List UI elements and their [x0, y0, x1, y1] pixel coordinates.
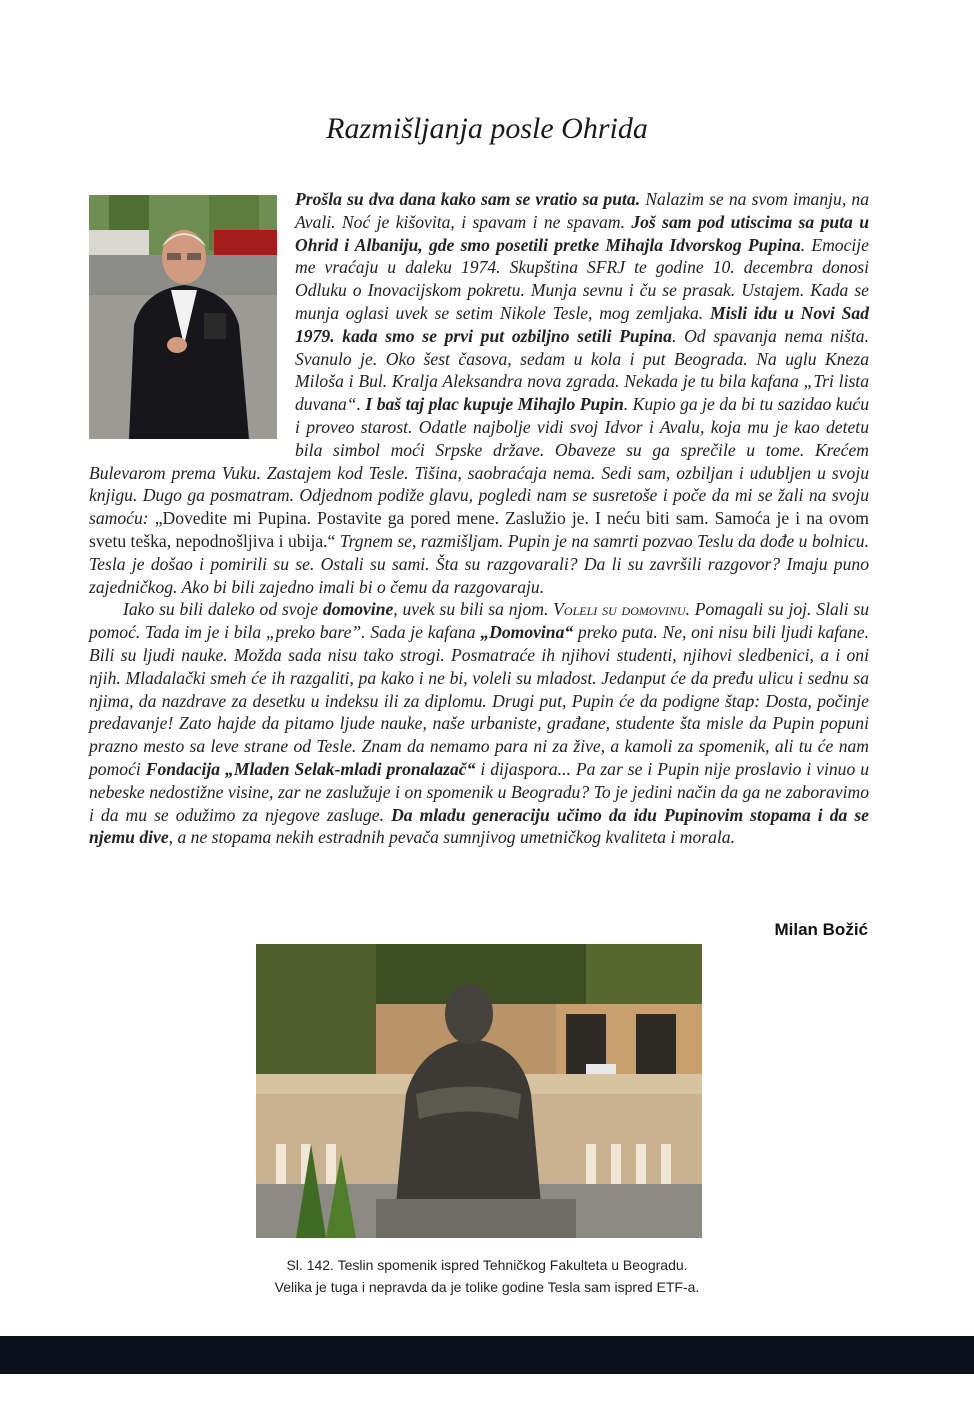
author-signature: Milan Božić — [774, 920, 868, 939]
tesla-statue-photo — [256, 944, 702, 1238]
p1-segment: Trgnem se, razmišljam. Pupin je na samrti pozvao Teslu da dođe u bolnicu. Tesla je došao i pomirili su se. Ostali su sami. Šta su razgovarali? Da li su završili razgovor? Imaju puno zajedničkog. Ako bi bili zajedno imali bi o čemu da razgovaraju. — [89, 530, 869, 597]
p2-segment: i dijaspora... Pa zar se i Pupin nije proslavio i vinuo u nebeske nedostižne visine, zar ne zaslužuje i on spomenik u Beogradu? To je jedini način da ga ne zaboravimo i da mu se odužimo za njegove zasluge. — [89, 758, 870, 825]
p1-segment: Još sam pod utiscima sa puta u Ohrid i Albaniju, gde smo posetili pretke Mihajla Idvorskog Pupina — [295, 211, 869, 255]
p2-segment: , uvek su bili sa njom. — [393, 599, 554, 620]
paragraph-2 — [89, 598, 869, 849]
caption-line-2: Velika je tuga i nepravda da je tolike godine Tesla sam ispred ETF-a. — [274, 1279, 700, 1295]
page-title: Razmišljanja posle Ohrida — [326, 112, 648, 145]
p1-segment: I baš taj plac kupuje Mihajlo Pupin — [365, 394, 624, 415]
p1-segment: . Od spavanja nema ništa. Svanulo je. Oko šest časova, sedam u kola i put Beograda. Na uglu Kneza Miloša i Bul. Kralja Aleksandra nova zgrada. Nekada je tu bila kafana „Tri lista duvana“. — [295, 325, 869, 415]
article-body — [89, 188, 869, 849]
p2-segment: Iako su bili daleko od svoje — [123, 599, 323, 620]
p2-segment: Voleli su domovinu — [553, 599, 686, 620]
p1-segment: Prošla su dva dana kako sam se vratio sa puta. — [295, 189, 641, 209]
p2-segment: Fondacija „Mladen Selak-mladi pronalazač“ — [145, 758, 476, 779]
p2-segment: . Pomagali su joj. Slali su pomoć. Tada im je i bila „preko bare”. Sada je kafana — [89, 599, 869, 643]
footer-bar — [0, 1336, 974, 1374]
p1-segment: Misli idu u Novi Sad 1979. kada smo se prvi put ozbiljno setili Pupina — [295, 302, 869, 346]
p2-segment: „Domovina“ — [480, 622, 574, 643]
caption-line-1: Sl. 142. Teslin spomenik ispred Tehničkog Fakulteta u Beogradu. — [286, 1257, 688, 1273]
p2-segment: preko puta. Ne, oni nisu bili ljudi kafane. Bili su ljudi nauke. Možda sada nisu tako strogi. Posmatraće ih njihovi studenti, njihovi sledbenici, a i oni njih. Mladalački smeh će ih razgaliti, pa kako i ne bi, voleli su mladost. Jedanput će da pređu ulicu i sednu sa njima, da nazdrave za desetku u indeksu ili za diplomu. Drugi put, Pupin će da podigne štap: Dosta, počinje predavanje! Zato hajde da pitamo ljude nauke, naše urbaniste, građane, studente šta misle da Pupin popuni prazno mesto sa leve strane od Tesle. Znam da nemamo para ni za žive, a kamoli za spomenik, ali tu će nam pomoći — [89, 622, 869, 779]
p1-segment: Nalazim se na svom imanju, na Avali. Noć je kišovita, i spavam i ne spavam. — [295, 189, 869, 232]
p2-segment: domovine — [322, 599, 394, 620]
p2-segment: , a ne stopama nekih estradnih pevača sumnjivog umetničkog kvaliteta i morala. — [168, 827, 735, 848]
p1-segment: „Dovedite mi Pupina. Postavite ga pored mene. Zaslužio je. I neću biti sam. Samoća je i na ovom svetu teška, nepodnošljiva i ubija.“ — [89, 508, 869, 551]
p2-segment: Da mladu generaciju učimo da idu Pupinovim stopama i da se njemu dive — [89, 804, 869, 848]
figure-caption — [0, 1254, 974, 1298]
p1-segment: . Emocije me vraćaju u daleku 1974. Skupština SFRJ te godine 10. decembra donosi Odluku o Inovacijskom pokretu. Munja sevnu i ču se prasak. Ustajem. Kada se munja oglasi uvek se setim Nikole Tesle, mog zemljaka. — [295, 234, 869, 323]
portrait-photo — [89, 195, 277, 439]
p1-segment: . Kupio ga je da bi tu sazidao kuću i proveo starost. Odatle najbolje vidi svoj Idvor i Avalu, koja mu je kao detetu bila simbol moći Srpske države. Obaveze su ga sprečile u tome. Krećem Bulevarom prema Vuku. Zastajem kod Tesle. Tišina, saobraćaja nema. Sedi sam, ozbiljan i udubljen u svoju knjigu. Dugo ga posmatram. Odjednom podiže glavu, pogledi nam se susretoše i poče da mi se žali na svoju samoću: — [89, 394, 869, 529]
